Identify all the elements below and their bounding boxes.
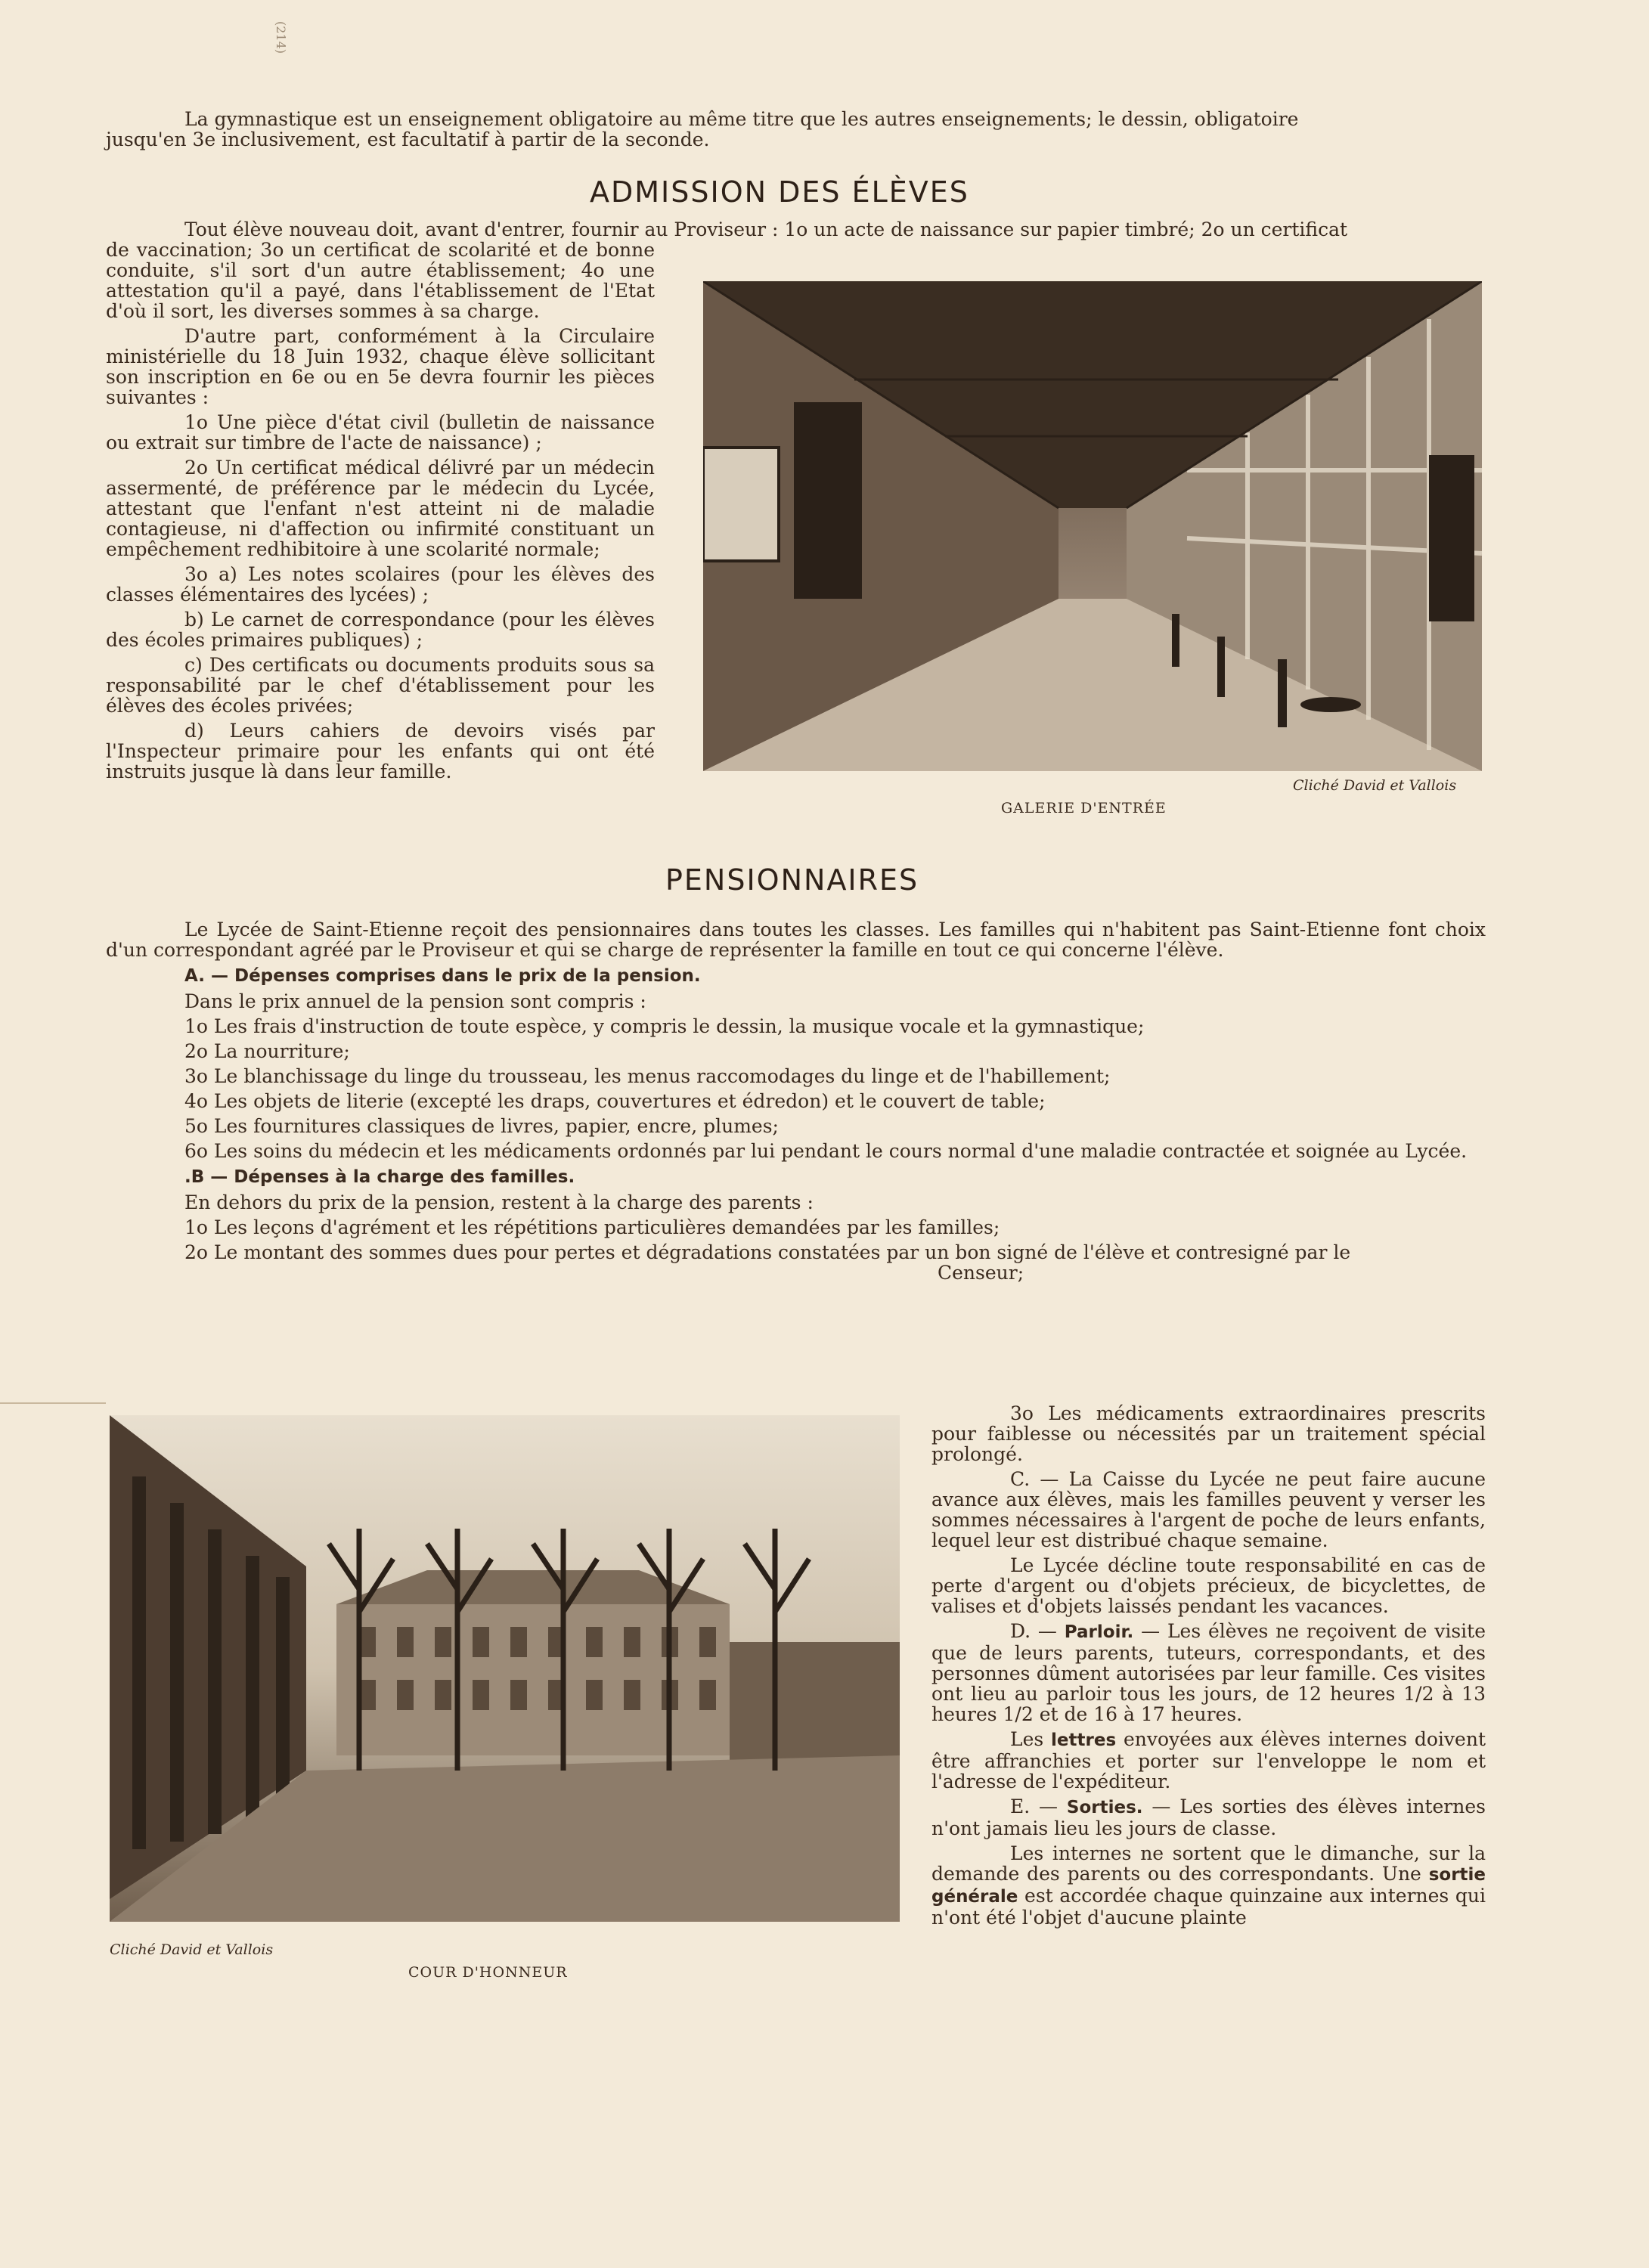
expenses-a-heading — [106, 965, 1486, 987]
sunday-pre: Les internes ne sortent que le dimanche, sur la demande des parents ou des correspondants. Une — [931, 1842, 1486, 1885]
gallery-photo — [703, 281, 1482, 771]
admission-p8: d) Leurs cahiers de devoirs visés par l'Inspecteur primaire pour les enfants qui ont été instruits jusque là dans leur famille. — [106, 720, 655, 782]
gallery-credit: Cliché David et Vallois — [1293, 777, 1457, 794]
gallery-corridor-illustration — [703, 281, 1482, 771]
sorties-title: Sorties. — [1066, 1798, 1143, 1817]
courtyard-credit: Cliché David et Vallois — [110, 1941, 274, 1958]
admission-p6: b) Le carnet de correspondance (pour les élèves des écoles primaires publiques) ; — [106, 609, 655, 651]
expenses-a-item-3: 3o Le blanchissage du linge du trousseau, les menus raccomodages du linge et de l'habillement; — [184, 1065, 1111, 1087]
pension-intro: Le Lycée de Saint-Etienne reçoit des pensionnaires dans toutes les classes. Les familles qui n'habitent pas Saint-Etienne font choix d'un correspondant agréé par le Proviseur et qui se charge de représenter la famille en tout ce qui concerne l'élève. — [106, 919, 1486, 961]
intro-line-1: La gymnastique est un enseignement obligatoire au même titre que les autres enseignements; le dessin, obligatoire — [184, 108, 1299, 130]
expenses-a-item-2: 2o La nourriture; — [184, 1040, 350, 1062]
parloir-text: — Les élèves ne reçoivent de visite que de leurs parents, tuteurs, correspondants, et des personnes dûment autorisées par leur famille. Ces visites ont lieu au parloir tous les jours, de 12 heures 1/2 à 13 heures 1/2 et de 16 à 17 heures. — [931, 1620, 1486, 1725]
sorties-label: E. — — [1010, 1796, 1059, 1817]
intro-paragraph — [106, 109, 1486, 150]
sunday-bold: sortie générale — [931, 1865, 1486, 1907]
expenses-a-item-6: 6o Les soins du médecin et les médicaments ordonnés par lui pendant le cours normal d'une maladie contractée et soignée au Lycée. — [184, 1140, 1468, 1162]
sorties-paragraph — [931, 1796, 1486, 1839]
admission-lead: Tout élève nouveau doit, avant d'entrer, fournir au Proviseur : 1o un acte de naissance sur papier timbré; 2o un certificat — [184, 218, 1348, 240]
parloir-title: Parloir. — [1064, 1622, 1134, 1642]
paper-tear-left — [0, 1402, 106, 1404]
pension-block — [106, 919, 1486, 1283]
expenses-b-item-2-end: Censeur; — [938, 1262, 1024, 1284]
pension-column — [931, 1403, 1486, 1932]
courtyard-illustration — [110, 1415, 900, 1922]
admission-p4: 2o Un certificat médical délivré par un médecin assermenté, de préférence par le médecin du Lycée, attestant que l'enfant n'est atteint ni de maladie contagieuse, ni d'affection ou infirmité constituant un empêchement redhibitoire à une scolarité normale; — [106, 457, 655, 560]
expenses-b-item-3: 3o Les médicaments extraordinaires prescrits pour faiblesse ou nécessités par un traitement spécial prolongé. — [931, 1402, 1486, 1465]
letters-bold: lettres — [1051, 1730, 1117, 1750]
pension-heading: PENSIONNAIRES — [665, 863, 919, 897]
page-mark: (214) — [274, 20, 289, 54]
admission-p7: c) Des certificats ou documents produits sous sa responsabilité par le chef d'établissement pour les élèves des écoles privées; — [106, 654, 655, 717]
expenses-b-title: .B — Dépenses à la charge des familles. — [184, 1167, 575, 1187]
parloir-label: D. — — [1010, 1620, 1057, 1642]
caisse-paragraph: C. — La Caisse du Lycée ne peut faire aucune avance aux élèves, mais les familles peuvent y verser les sommes nécessaires à l'argent de poche de leurs enfants, lequel leur est distribué chaque semaine. — [931, 1468, 1486, 1551]
expenses-a-title: A. — Dépenses comprises dans le prix de la pension. — [184, 966, 701, 986]
admission-p5: 3o a) Les notes scolaires (pour les élèves des classes élémentaires des lycées) ; — [106, 563, 655, 606]
courtyard-photo — [110, 1415, 900, 1922]
expenses-b-heading — [106, 1166, 1486, 1188]
letters-paragraph — [931, 1729, 1486, 1792]
expenses-a-item-5: 5o Les fournitures classiques de livres, papier, encre, plumes; — [184, 1115, 779, 1137]
parloir-paragraph — [931, 1621, 1486, 1724]
responsibility-paragraph: Le Lycée décline toute responsabilité en cas de perte d'argent ou d'objets précieux, de bicyclettes, de valises et d'objets laissés pendant les vacances. — [931, 1554, 1486, 1617]
intro-line-2: jusqu'en 3e inclusivement, est facultatif à partir de la seconde. — [106, 129, 710, 150]
expenses-a-intro: Dans le prix annuel de la pension sont compris : — [184, 990, 646, 1012]
gallery-caption: GALERIE D'ENTRÉE — [1001, 800, 1167, 816]
admission-heading: ADMISSION DES ÉLÈVES — [590, 175, 969, 209]
sunday-text: est accordée chaque quinzaine aux internes qui n'ont été l'objet d'aucune plainte — [931, 1885, 1486, 1929]
expenses-b-item-2: 2o Le montant des sommes dues pour pertes et dégradations constatées par un bon signé de l'élève et contresigné par le — [184, 1241, 1351, 1263]
expenses-a-item-1: 1o Les frais d'instruction de toute espèce, y compris le dessin, la musique vocale et la gymnastique; — [184, 1015, 1145, 1037]
expenses-a-item-4: 4o Les objets de literie (excepté les draps, couvertures et édredon) et le couvert de table; — [184, 1090, 1046, 1112]
sunday-paragraph — [931, 1843, 1486, 1928]
admission-p2: D'autre part, conformément à la Circulaire ministérielle du 18 Juin 1932, chaque élève sollicitant son inscription en 6e ou en 5e devra fournir les pièces suivantes : — [106, 325, 655, 408]
admission-column — [106, 240, 655, 786]
letters-pre: Les — [1010, 1728, 1044, 1750]
expenses-b-intro: En dehors du prix de la pension, restent à la charge des parents : — [184, 1191, 814, 1213]
admission-p1: de vaccination; 3o un certificat de scolarité et de bonne conduite, s'il sort d'un autre établissement; 4o une attestation qu'il a payé, dans l'établissement de l'Etat d'où il sort, les diverses sommes à sa charge. — [106, 239, 655, 322]
sorties-text: — Les sorties des élèves internes n'ont jamais lieu les jours de classe. — [931, 1796, 1486, 1839]
letters-text: envoyées aux élèves internes doivent être affranchies et porter sur l'enveloppe le nom et l'adresse de l'expéditeur. — [931, 1728, 1486, 1792]
admission-p3: 1o Une pièce d'état civil (bulletin de naissance ou extrait sur timbre de l'acte de naissance) ; — [106, 411, 655, 454]
courtyard-caption: COUR D'HONNEUR — [408, 1964, 568, 1981]
expenses-b-item-1: 1o Les leçons d'agrément et les répétitions particulières demandées par les familles; — [184, 1216, 1000, 1238]
